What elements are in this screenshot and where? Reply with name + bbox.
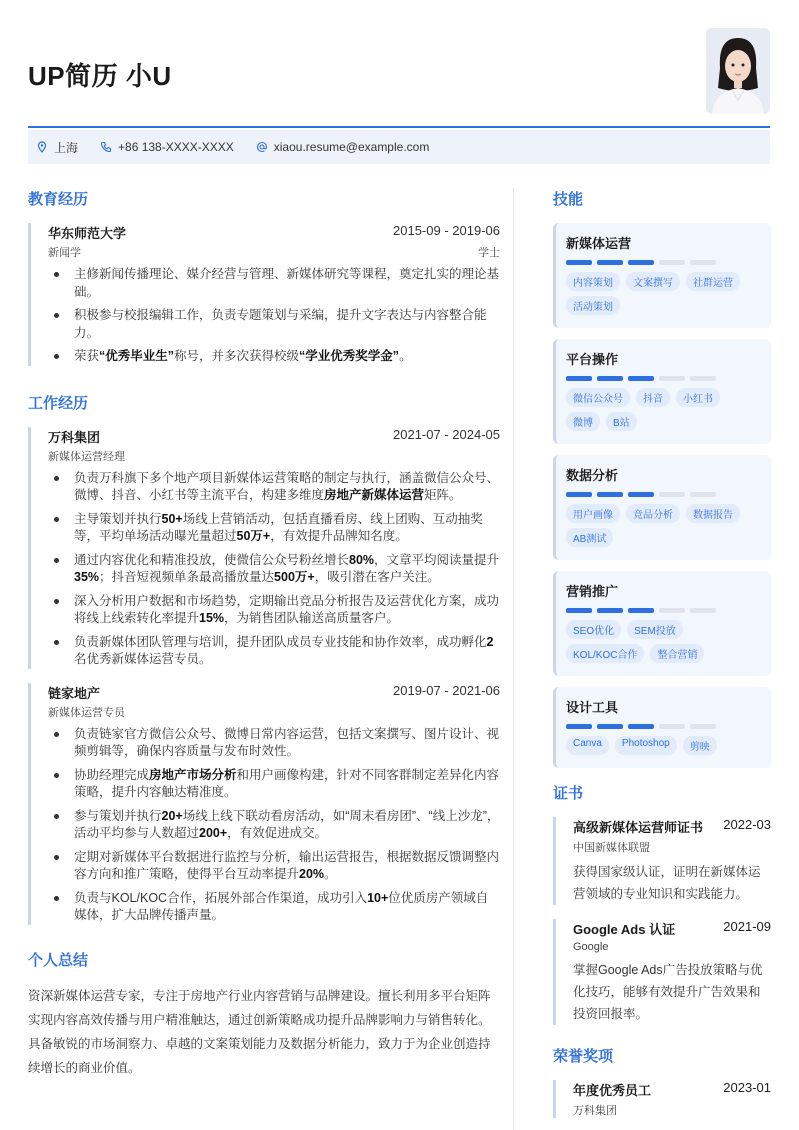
- list-item: 负责链家官方微信公众号、微博日常内容运营，包括文案撰写、图片设计、视频剪辑等，确保内容质量与发布时效性。: [48, 726, 500, 761]
- skill-name: 平台操作: [566, 352, 619, 367]
- skills-list: [553, 223, 771, 768]
- list-item: 主导策划并执行50+场线上营销活动，包括直播看房、线上团购、互动抽奖等，平均单场活动曝光量超过50万+，有效提升品牌知名度。: [48, 511, 500, 546]
- level-segment: [597, 608, 623, 613]
- skill-tag: 微博: [566, 412, 600, 431]
- education-bullets: [48, 266, 500, 366]
- level-segment: [690, 376, 716, 381]
- skill-tag: B站: [606, 412, 637, 431]
- skill-tag: 剪映: [683, 736, 717, 755]
- column-divider: [513, 188, 514, 1130]
- awards-title: 荣誉奖项: [553, 1048, 614, 1065]
- work-section: [28, 392, 500, 925]
- level-segment: [659, 608, 685, 613]
- resume-header: [28, 0, 770, 128]
- summary-section: [28, 949, 500, 1080]
- skill-tag: KOL/KOC合作: [566, 644, 644, 663]
- summary-text: 资深新媒体运营专家，专注于房地产行业内容营销与品牌建设。擅长利用多平台矩阵实现内容高效传播与用户精准触达，通过创新策略成功提升品牌影响力与销售转化。具备敏锐的市场洞察力、卓越的文案策划能力及数据分析能力，致力于为企业创造持续增长的商业价值。: [28, 988, 491, 1075]
- phone-icon: [100, 141, 112, 153]
- skill-name: 新媒体运营: [566, 236, 632, 251]
- skill-tag: 社群运营: [686, 272, 740, 291]
- contact-email: [256, 140, 430, 154]
- skill-tags: [566, 504, 761, 552]
- main-column: [28, 188, 500, 1080]
- awards-section: [553, 1045, 771, 1118]
- side-column: [553, 188, 771, 1130]
- skills-title: 技能: [553, 191, 584, 208]
- level-segment: [659, 260, 685, 265]
- skill-name: 设计工具: [566, 700, 619, 715]
- skill-tag: 竞品分析: [626, 504, 680, 523]
- award-entry: [553, 1080, 771, 1118]
- skill-tags: [566, 388, 761, 436]
- certificate-desc: 获得国家级认证，证明在新媒体运营领域的专业知识和实践能力。: [573, 865, 761, 901]
- skill-name: 营销推广: [566, 584, 619, 599]
- education-degree: 学士: [478, 247, 500, 259]
- skill-tag: 整合营销: [650, 644, 704, 663]
- education-major: 新闻学: [48, 247, 81, 259]
- level-segment: [690, 260, 716, 265]
- certificate-issuer: 中国新媒体联盟: [573, 842, 650, 854]
- skill-tags: [566, 620, 761, 668]
- location-pin-icon: [36, 141, 48, 153]
- level-segment: [690, 608, 716, 613]
- list-item: 定期对新媒体平台数据进行监控与分析，输出运营报告，根据数据反馈调整内容方向和推广策略，使得平台互动率提升20%。: [48, 849, 500, 884]
- list-item: 积极参与校报编辑工作，负责专题策划与采编，提升文字表达与内容整合能力。: [48, 307, 500, 342]
- skill-tags: [566, 736, 761, 760]
- certificate-date: 2022-03: [723, 817, 771, 832]
- education-section: [28, 188, 500, 366]
- skill-tag: AB测试: [566, 528, 613, 547]
- at-sign-icon: [256, 141, 268, 153]
- skill-tag: Photoshop: [615, 736, 677, 755]
- header-accent-line: [28, 126, 770, 128]
- level-segment: [566, 376, 592, 381]
- skill-card: [553, 455, 771, 560]
- school-name: 华东师范大学: [48, 226, 127, 241]
- certificates-title: 证书: [553, 785, 584, 802]
- work-date: 2019-07 - 2021-06: [393, 682, 500, 698]
- level-segment: [628, 260, 654, 265]
- skill-tag: SEO优化: [566, 620, 621, 639]
- skill-tag: 小红书: [676, 388, 720, 407]
- contact-phone: [100, 140, 234, 154]
- skill-card: [553, 339, 771, 444]
- list-item: 荣获“优秀毕业生”称号，并多次获得校级“学业优秀奖学金”。: [48, 348, 500, 366]
- list-item: 主修新闻传播理论、媒介经营与管理、新媒体研究等课程，奠定扎实的理论基础。: [48, 266, 500, 301]
- level-segment: [566, 724, 592, 729]
- list-item: 协助经理完成房地产市场分析和用户画像构建，针对不同客群制定差异化内容策略，提升内容触达精准度。: [48, 767, 500, 802]
- skill-tag: SEM投放: [627, 620, 683, 639]
- certificate-date: 2021-09: [723, 919, 771, 934]
- skill-tag: 抖音: [636, 388, 670, 407]
- work-bullets: [48, 726, 500, 925]
- skills-section: [553, 188, 771, 768]
- level-segment: [628, 376, 654, 381]
- skill-card: [553, 223, 771, 328]
- skill-level-bar: [566, 492, 761, 497]
- skill-level-bar: [566, 608, 761, 613]
- candidate-name: UP简历 小U: [28, 61, 172, 91]
- skill-tag: 活动策划: [566, 296, 620, 315]
- phone-text: +86 138-XXXX-XXXX: [118, 140, 234, 154]
- skill-card: [553, 571, 771, 676]
- level-segment: [628, 492, 654, 497]
- level-segment: [597, 376, 623, 381]
- skill-name: 数据分析: [566, 468, 619, 483]
- work-date: 2021-07 - 2024-05: [393, 426, 500, 442]
- skill-tag: 数据报告: [686, 504, 740, 523]
- level-segment: [597, 492, 623, 497]
- company-name: 链家地产: [48, 685, 101, 701]
- skill-tag: 文案撰写: [626, 272, 680, 291]
- education-title: 教育经历: [28, 191, 89, 208]
- education-entry: [28, 223, 500, 366]
- certificate-name: Google Ads 认证: [573, 922, 676, 937]
- job-role: 新媒体运营专员: [48, 706, 125, 719]
- certificate-entry: [553, 919, 771, 1025]
- level-segment: [628, 724, 654, 729]
- work-entry-vanke: [28, 427, 500, 669]
- skill-tag: 内容策划: [566, 272, 620, 291]
- portrait-image: [706, 28, 770, 114]
- contact-bar: [28, 130, 770, 164]
- skill-level-bar: [566, 376, 761, 381]
- level-segment: [628, 608, 654, 613]
- work-bullets: [48, 470, 500, 669]
- skill-tags: [566, 272, 761, 320]
- education-date: 2015-09 - 2019-06: [393, 223, 500, 238]
- skill-level-bar: [566, 260, 761, 265]
- certificates-section: [553, 782, 771, 1025]
- profile-photo: [706, 28, 770, 114]
- email-text: xiaou.resume@example.com: [273, 140, 430, 154]
- list-item: 参与策划并执行20+场线上线下联动看房活动，如“周末看房团”、“线上沙龙”，活动平均参与人数超过200+，有效促进成交。: [48, 808, 500, 843]
- level-segment: [659, 376, 685, 381]
- location-text: 上海: [54, 140, 79, 155]
- skill-card: [553, 687, 771, 768]
- level-segment: [566, 260, 592, 265]
- certificate-name: 高级新媒体运营师证书: [573, 820, 704, 835]
- skill-level-bar: [566, 724, 761, 729]
- certificate-issuer: Google: [573, 941, 609, 953]
- level-segment: [597, 260, 623, 265]
- award-date: 2023-01: [723, 1080, 771, 1095]
- summary-title: 个人总结: [28, 951, 89, 969]
- level-segment: [690, 724, 716, 729]
- company-name: 万科集团: [48, 429, 101, 445]
- list-item: 通过内容优化和精准投放，使微信公众号粉丝增长80%，文章平均阅读量提升35%；抖音短视频单条最高播放量达500万+，吸引潜在客户关注。: [48, 552, 500, 587]
- level-segment: [690, 492, 716, 497]
- award-name: 年度优秀员工: [573, 1083, 652, 1098]
- work-title: 工作经历: [28, 394, 89, 412]
- certificate-desc: 掌握Google Ads广告投放策略与优化技巧，能够有效提升广告效果和投资回报率。: [573, 963, 763, 1021]
- level-segment: [659, 492, 685, 497]
- level-segment: [597, 724, 623, 729]
- list-item: 深入分析用户数据和市场趋势，定期输出竞品分析报告及运营优化方案，成功将线上线索转化率提升15%，为销售团队输送高质量客户。: [48, 593, 500, 628]
- level-segment: [659, 724, 685, 729]
- award-org: 万科集团: [573, 1105, 617, 1117]
- skill-tag: Canva: [566, 736, 609, 755]
- level-segment: [566, 492, 592, 497]
- list-item: 负责新媒体团队管理与培训，提升团队成员专业技能和协作效率，成功孵化2名优秀新媒体运营专员。: [48, 634, 500, 669]
- certificate-entry: [553, 817, 771, 905]
- skill-tag: 微信公众号: [566, 388, 630, 407]
- skill-tag: 用户画像: [566, 504, 620, 523]
- contact-location: [36, 139, 78, 156]
- level-segment: [566, 608, 592, 613]
- job-role: 新媒体运营经理: [48, 450, 125, 463]
- work-entry-lianjia: [28, 683, 500, 925]
- list-item: 负责与KOL/KOC合作，拓展外部合作渠道，成功引入10+位优质房产领域自媒体，扩大品牌传播声量。: [48, 890, 500, 925]
- list-item: 负责万科旗下多个地产项目新媒体运营策略的制定与执行，涵盖微信公众号、微博、抖音、小红书等主流平台，构建多维度房地产新媒体运营矩阵。: [48, 470, 500, 505]
